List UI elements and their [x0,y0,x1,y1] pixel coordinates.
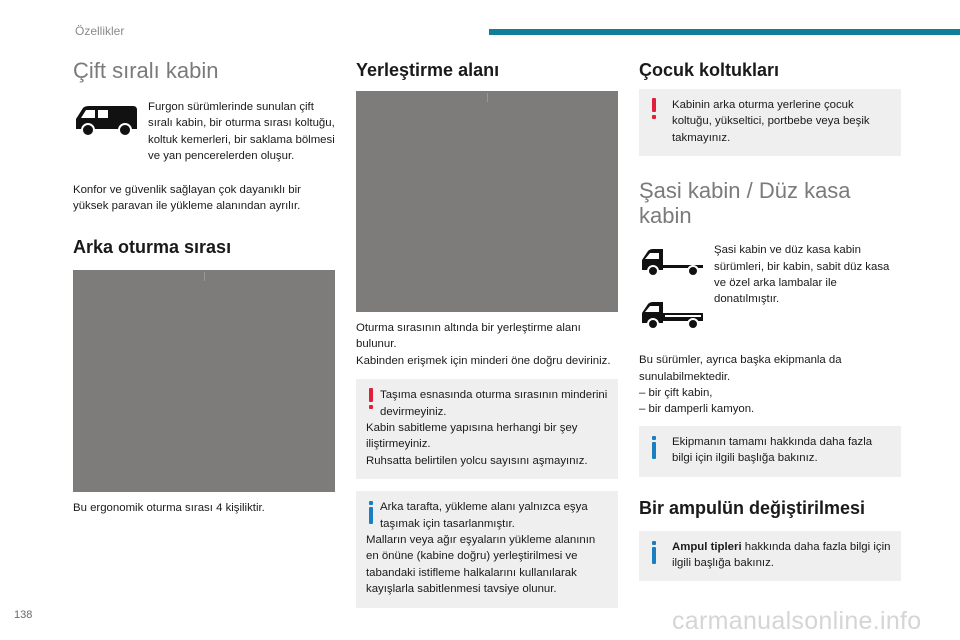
list-item: – bir damperli kamyon. [639,403,755,416]
info-line-2: Malların veya ağır eşyaların yükleme alanının en önüne (kabine doğru) yerleştirilmesi ve tabandaki istifleme halkalarını kullanılarak kayışlarla sabitlenmesi tavsiye olunur. [366,534,596,596]
info-icon [651,541,657,565]
warning-line-2: Kabin sabitleme yapısına herhangi bir şey iliştirmeyiniz. [366,422,578,451]
watermark: carmanualsonline.info [672,607,922,635]
rear-bench-photo [73,270,335,492]
info-box-storage [356,491,618,607]
section-title-child-seats: Çocuk koltukları [639,60,780,80]
vehicle-description: Furgon sürümlerinde sunulan çift sıralı kabin, bir oturma sırası koltuğu, koltuk kemerleri, bir saklama bölmesi ve yan pencerelerden oluşur. [148,101,335,163]
van-icon [73,99,148,165]
page-number: 138 [14,609,33,621]
column-child-seats [639,54,901,581]
paragraph-versions: Bu sürümler, ayrıca başka ekipmanla da sunulabilmektedir. [639,354,842,383]
section-title-storage: Yerleştirme alanı [356,60,500,80]
section-title-bulb: Bir ampulün değiştirilmesi [639,497,866,518]
list-item: – bir çift kabin, [639,387,713,400]
column-storage-area [356,54,618,608]
info-box-equipment [639,426,901,477]
subtitle-rear-bench: Arka oturma sırası [73,237,232,258]
section-label: Özellikler [75,24,125,38]
warning-child-seats-text: Kabinin arka oturma yerlerine çocuk koltuğu, yükseltici, portbebe veya beşik takmayınız. [672,99,870,144]
chassis-cab-icon [639,246,714,283]
section-title-double-cab: Çift sıralı kabin [73,58,219,83]
paragraph-storage-2: Kabinden erişmek için minderi öne doğru deviriniz. [356,354,611,367]
section-title-chassis-cab: Şasi kabin / Düz kasa kabin [639,178,851,229]
header-accent-bar [489,29,960,35]
info-line-1: Arka tarafta, yükleme alanı yalnızca eşya taşımak için tasarlanmıştır. [380,501,588,530]
info-icon [651,436,657,460]
chassis-description: Şasi kabin ve düz kasa kabin sürümleri, bir kabin, sabit düz kasa ve özel arka lambalar ile donatılmıştır. [714,244,890,306]
info-box-bulb [639,531,901,582]
bulb-types-link-text: Ampul tipleri [672,540,742,553]
warning-line-1: Taşıma esnasında oturma sırasının minderini devirmeyiniz. [380,389,608,418]
warning-icon [368,388,374,410]
warning-box-storage [356,379,618,479]
info-equipment-text: Ekipmanın tamamı hakkında daha fazla bilgi için ilgili başlığa bakınız. [672,435,873,465]
vehicle-row-chassis [639,246,901,336]
vehicle-row [73,99,335,165]
info-icon [368,501,374,525]
warning-icon [651,98,657,120]
paragraph-partition: Konfor ve güvenlik sağlayan çok dayanıklı bir yüksek paravan ile yükleme alanından ayrılır. [73,183,301,213]
paragraph-storage-1: Oturma sırasının altında bir yerleştirme alanı bulunur. [356,322,581,351]
storage-area-photo [356,91,618,312]
warning-line-3: Ruhsatta belirtilen yolcu sayısını aşmayınız. [366,454,588,467]
info-bulb-text: hakkında daha fazla bilgi için ilgili başlığa bakınız. [672,540,891,570]
warning-box-child-seats [639,89,901,156]
column-double-cab [73,54,335,517]
flatbed-truck-icon [639,299,714,336]
caption-rear-bench: Bu ergonomik oturma sırası 4 kişiliktir. [73,502,265,515]
